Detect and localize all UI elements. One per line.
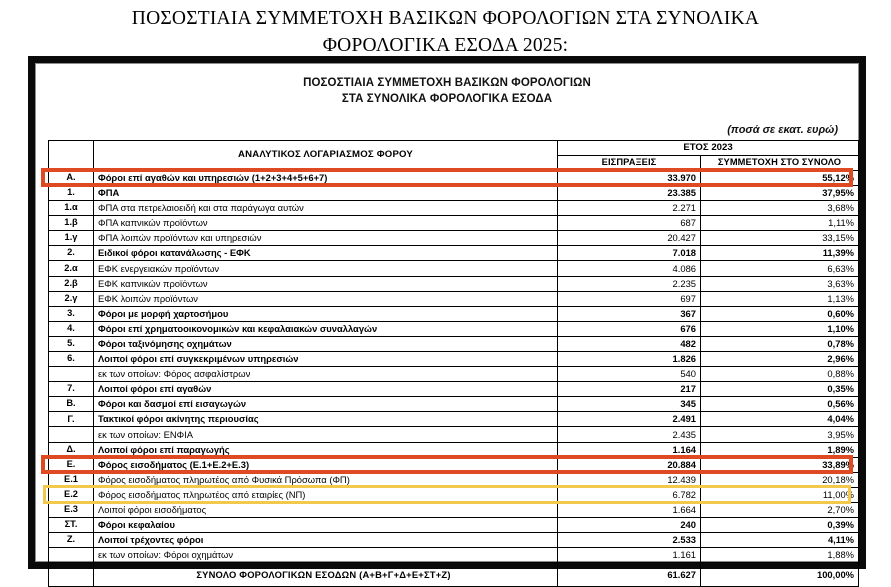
header-share: ΣΥΜΜΕΤΟΧΗ ΣΤΟ ΣΥΝΟΛΟ xyxy=(701,155,859,170)
row-name: ΦΠΑ λοιπών προϊόντων και υπηρεσιών xyxy=(94,231,558,246)
row-value: 23.385 xyxy=(558,185,701,200)
row-name: εκ των οποίων: Φόροι οχημάτων xyxy=(94,548,558,563)
row-value: 6.782 xyxy=(558,487,701,502)
table-frame-middle xyxy=(35,63,859,580)
table-head xyxy=(49,140,859,170)
table-row xyxy=(49,246,859,261)
row-code: 2. xyxy=(49,246,94,261)
row-value: 240 xyxy=(558,518,701,533)
row-percent: 100,00% xyxy=(701,563,859,587)
row-name: Φόρος εισοδήματος πληρωτέος από εταιρίες (ΝΠ) xyxy=(94,487,558,502)
row-name: Φόροι επί αγαθών και υπηρεσιών (1+2+3+4+5+6+7) xyxy=(94,170,558,185)
row-name: Φόροι κεφαλαίου xyxy=(94,518,558,533)
row-value: 61.627 xyxy=(558,563,701,587)
row-code: 2.α xyxy=(49,261,94,276)
sheet-title xyxy=(38,66,856,108)
row-name: Φόρος εισοδήματος (Ε.1+Ε.2+Ε.3) xyxy=(94,457,558,472)
row-code: Ε. xyxy=(49,457,94,472)
row-name: Φόρος εισοδήματος πληρωτέος από Φυσικά Πρόσωπα (ΦΠ) xyxy=(94,472,558,487)
row-percent: 1,89% xyxy=(701,442,859,457)
row-code: 1.β xyxy=(49,216,94,231)
row-percent: 3,95% xyxy=(701,427,859,442)
row-percent: 0,39% xyxy=(701,518,859,533)
row-name: εκ των οποίων: Φόρος ασφαλίστρων xyxy=(94,367,558,382)
table-row xyxy=(49,427,859,442)
row-name: Φόροι με μορφή χαρτοσήμου xyxy=(94,306,558,321)
row-value: 1.664 xyxy=(558,502,701,517)
row-value: 482 xyxy=(558,336,701,351)
row-code: ΣΤ. xyxy=(49,518,94,533)
row-code: 4. xyxy=(49,321,94,336)
table-row xyxy=(49,367,859,382)
row-value: 2.491 xyxy=(558,412,701,427)
row-value: 2.533 xyxy=(558,533,701,548)
table-row xyxy=(49,291,859,306)
header-code-col xyxy=(49,140,94,170)
header-row-year xyxy=(49,140,859,155)
table-row xyxy=(49,412,859,427)
row-code xyxy=(49,367,94,382)
table-body xyxy=(49,170,859,586)
sheet-title-line2: ΣΤΑ ΣΥΝΟΛΙΚΑ ΦΟΡΟΛΟΓΙΚΑ ΕΣΟΔΑ xyxy=(341,93,553,106)
row-percent: 33,89% xyxy=(701,457,859,472)
row-name: ΦΠΑ στα πετρελαιοειδή και στα παράγωγα αυτών xyxy=(94,201,558,216)
table-row xyxy=(49,216,859,231)
table-row-total xyxy=(49,563,859,587)
row-percent: 1,10% xyxy=(701,321,859,336)
row-name: ΕΦΚ καπνικών προϊόντων xyxy=(94,276,558,291)
row-percent: 0,78% xyxy=(701,336,859,351)
table-row xyxy=(49,548,859,563)
table-row xyxy=(49,261,859,276)
row-name: ΕΦΚ λοιπών προϊόντων xyxy=(94,291,558,306)
table-row xyxy=(49,397,859,412)
row-name: Φόροι ταξινόμησης οχημάτων xyxy=(94,336,558,351)
row-percent: 55,12% xyxy=(701,170,859,185)
row-percent: 33,15% xyxy=(701,231,859,246)
row-name: Λοιποί φόροι εισοδήματος xyxy=(94,502,558,517)
row-value: 2.235 xyxy=(558,276,701,291)
table-row xyxy=(49,518,859,533)
row-value: 217 xyxy=(558,382,701,397)
table-sheet xyxy=(38,66,856,580)
table-row xyxy=(49,276,859,291)
table-row xyxy=(49,487,859,502)
row-value: 4.086 xyxy=(558,261,701,276)
row-code xyxy=(49,427,94,442)
row-code: Ε.3 xyxy=(49,502,94,517)
sheet-title-line1: ΠΟΣΟΣΤΙΑΙΑ ΣΥΜΜΕΤΟΧΗ ΒΑΣΙΚΩΝ ΦΟΡΟΛΟΓΙΩΝ xyxy=(303,77,591,89)
row-name: Λοιποί τρέχοντες φόροι xyxy=(94,533,558,548)
page-title-line2: ΦΟΡΟΛΟΓΙΚΑ ΕΣΟΔΑ 2025: xyxy=(322,34,569,56)
row-value: 2.271 xyxy=(558,201,701,216)
row-value: 345 xyxy=(558,397,701,412)
row-name: Ειδικοί φόροι κατανάλωσης - ΕΦΚ xyxy=(94,246,558,261)
row-percent: 1,13% xyxy=(701,291,859,306)
row-value: 540 xyxy=(558,367,701,382)
header-account-col: ΑΝΑΛΥΤΙΚΟΣ ΛΟΓΑΡΙΑΣΜΟΣ ΦΟΡΟΥ xyxy=(94,140,558,170)
row-percent: 11,00% xyxy=(701,487,859,502)
row-value: 687 xyxy=(558,216,701,231)
row-name: Φόροι επί χρηματοοικονομικών και κεφαλαιακών συναλλαγών xyxy=(94,321,558,336)
row-value: 367 xyxy=(558,306,701,321)
header-year: ΕΤΟΣ 2023 xyxy=(558,140,859,155)
row-code: 6. xyxy=(49,351,94,366)
row-code: 7. xyxy=(49,382,94,397)
row-value: 20.427 xyxy=(558,231,701,246)
table-row xyxy=(49,170,859,185)
row-code: Β. xyxy=(49,397,94,412)
row-name: Λοιποί φόροι επί συγκεκριμένων υπηρεσιών xyxy=(94,351,558,366)
units-note: (ποσά σε εκατ. ευρώ) xyxy=(727,123,838,136)
table-row xyxy=(49,442,859,457)
row-name: Λοιποί φόροι επί αγαθών xyxy=(94,382,558,397)
row-percent: 20,18% xyxy=(701,472,859,487)
page-title xyxy=(0,6,891,60)
table-row xyxy=(49,502,859,517)
row-percent: 4,04% xyxy=(701,412,859,427)
table-container xyxy=(38,136,856,587)
row-value: 1.164 xyxy=(558,442,701,457)
row-value: 2.435 xyxy=(558,427,701,442)
table-frame-outer xyxy=(28,56,866,580)
row-percent: 0,35% xyxy=(701,382,859,397)
row-name: εκ των οποίων: ΕΝΦΙΑ xyxy=(94,427,558,442)
row-percent: 4,11% xyxy=(701,533,859,548)
row-name: Φόροι και δασμοί επί εισαγωγών xyxy=(94,397,558,412)
row-code: 2.γ xyxy=(49,291,94,306)
row-percent: 0,56% xyxy=(701,397,859,412)
row-value: 676 xyxy=(558,321,701,336)
row-value: 697 xyxy=(558,291,701,306)
row-name: Τακτικοί φόροι ακίνητης περιουσίας xyxy=(94,412,558,427)
row-code: Α. xyxy=(49,170,94,185)
row-percent: 0,88% xyxy=(701,367,859,382)
row-code: Δ. xyxy=(49,442,94,457)
table-row xyxy=(49,351,859,366)
table-row xyxy=(49,306,859,321)
row-percent: 1,88% xyxy=(701,548,859,563)
row-value: 12.439 xyxy=(558,472,701,487)
row-code: Γ. xyxy=(49,412,94,427)
row-percent: 2,96% xyxy=(701,351,859,366)
row-value: 1.826 xyxy=(558,351,701,366)
row-code: 1.α xyxy=(49,201,94,216)
row-code: 1. xyxy=(49,185,94,200)
row-percent: 0,60% xyxy=(701,306,859,321)
row-name: ΣΥΝΟΛΟ ΦΟΡΟΛΟΓΙΚΩΝ ΕΣΟΔΩΝ (Α+Β+Γ+Δ+Ε+ΣΤ+Ζ) xyxy=(94,563,558,587)
row-code xyxy=(49,563,94,587)
row-percent: 1,11% xyxy=(701,216,859,231)
table-row xyxy=(49,472,859,487)
row-value: 33.970 xyxy=(558,170,701,185)
table-row xyxy=(49,382,859,397)
row-percent: 2,70% xyxy=(701,502,859,517)
row-code: Ε.1 xyxy=(49,472,94,487)
row-percent: 37,95% xyxy=(701,185,859,200)
row-value: 20.884 xyxy=(558,457,701,472)
page-title-line1: ΠΟΣΟΣΤΙΑΙΑ ΣΥΜΜΕΤΟΧΗ ΒΑΣΙΚΩΝ ΦΟΡΟΛΟΓΙΩΝ ΣΤΑ ΣΥΝΟΛΙΚΑ xyxy=(131,8,760,29)
table-row xyxy=(49,533,859,548)
table-row xyxy=(49,231,859,246)
row-name: ΕΦΚ ενεργειακών προϊόντων xyxy=(94,261,558,276)
table-row xyxy=(49,457,859,472)
row-name: ΦΠΑ καπνικών προϊόντων xyxy=(94,216,558,231)
tax-revenue-table xyxy=(48,140,859,587)
row-code: 1.γ xyxy=(49,231,94,246)
row-code: Ζ. xyxy=(49,533,94,548)
row-value: 7.018 xyxy=(558,246,701,261)
table-row xyxy=(49,321,859,336)
row-name: Λοιποί φόροι επί παραγωγής xyxy=(94,442,558,457)
table-row xyxy=(49,185,859,200)
row-value: 1.161 xyxy=(558,548,701,563)
header-receipts: ΕΙΣΠΡΑΞΕΙΣ xyxy=(558,155,701,170)
row-percent: 6,63% xyxy=(701,261,859,276)
row-code: 3. xyxy=(49,306,94,321)
row-percent: 3,68% xyxy=(701,201,859,216)
row-code: 5. xyxy=(49,336,94,351)
row-code xyxy=(49,548,94,563)
table-row xyxy=(49,336,859,351)
row-percent: 11,39% xyxy=(701,246,859,261)
row-percent: 3,63% xyxy=(701,276,859,291)
table-row xyxy=(49,201,859,216)
row-name: ΦΠΑ xyxy=(94,185,558,200)
row-code: Ε.2 xyxy=(49,487,94,502)
row-code: 2.β xyxy=(49,276,94,291)
